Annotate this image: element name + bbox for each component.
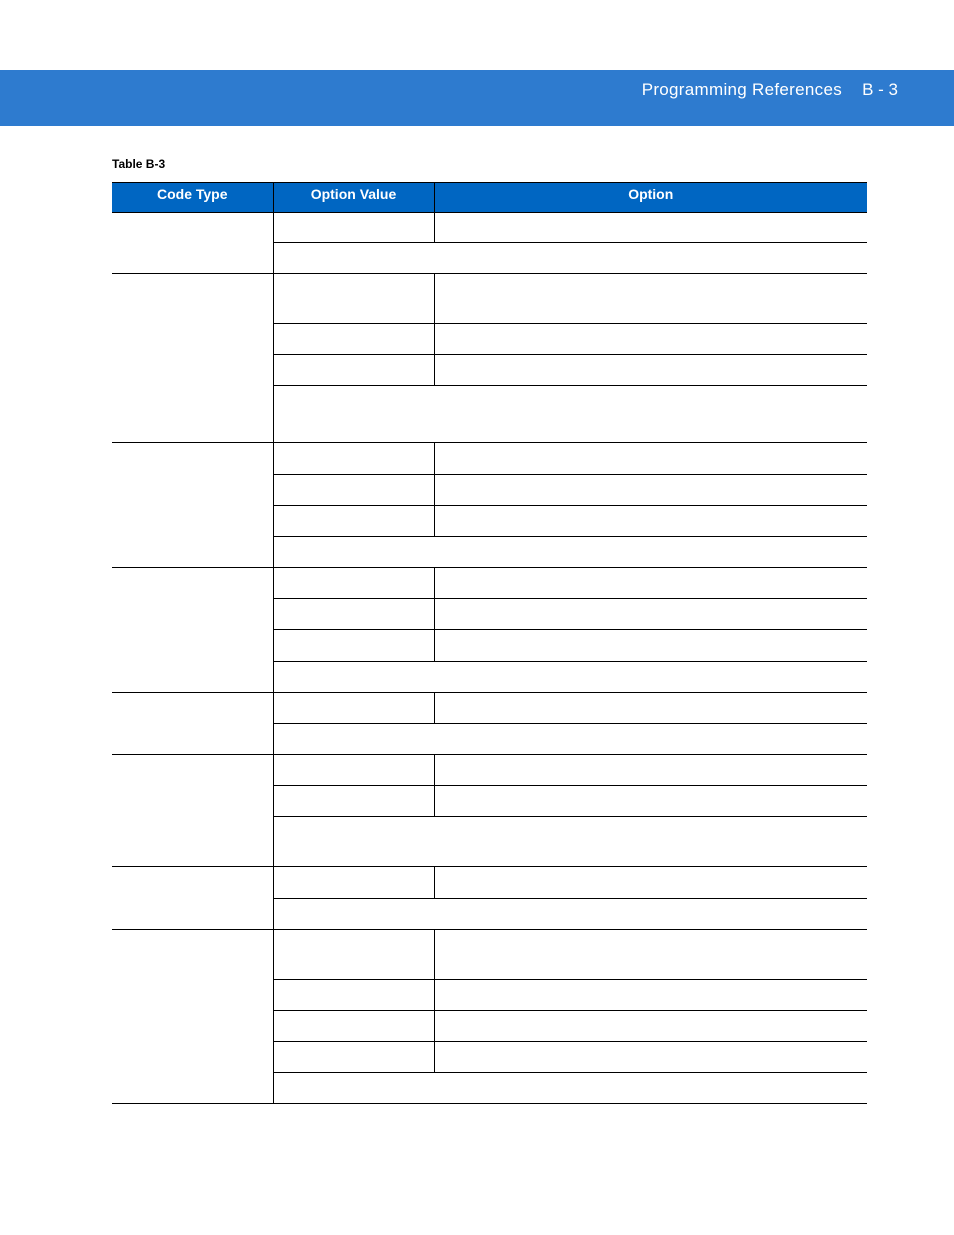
note-cell [273,1073,867,1104]
option-cell [434,867,867,899]
table-header-row [112,183,867,213]
option-cell [434,1011,867,1042]
table-row [112,443,867,475]
table-row [112,568,867,599]
code-type-cell [112,443,273,568]
table-row [112,867,867,899]
option-value-cell [273,930,434,980]
code-type-cell [112,568,273,693]
table-row [112,274,867,324]
code-type-cell [112,867,273,930]
option-value-cell [273,506,434,537]
option-value-cell [273,443,434,475]
note-cell [273,243,867,274]
note-cell [273,724,867,755]
option-cell [434,475,867,506]
note-cell [273,662,867,693]
note-cell [273,537,867,568]
option-value-cell [273,568,434,599]
option-cell [434,324,867,355]
option-cell [434,630,867,662]
code-type-cell [112,274,273,443]
column-header-option: Option [434,183,867,213]
page-number: B - 3 [862,80,898,99]
option-value-cell [273,630,434,662]
code-type-table [112,182,867,1104]
option-value-cell [273,867,434,899]
option-cell [434,980,867,1011]
option-value-cell [273,786,434,817]
table-row [112,930,867,980]
option-value-cell [273,755,434,786]
table-caption: Table B-3 [112,157,166,171]
note-cell [273,899,867,930]
option-cell [434,274,867,324]
column-header-option-value: Option Value [273,183,434,213]
option-cell [434,443,867,475]
option-cell [434,1042,867,1073]
column-header-code-type: Code Type [112,183,273,213]
table-row [112,213,867,243]
option-value-cell [273,274,434,324]
note-cell [273,386,867,443]
section-title: Programming References [641,80,842,99]
option-value-cell [273,599,434,630]
code-type-cell [112,930,273,1104]
option-cell [434,506,867,537]
option-cell [434,355,867,386]
option-value-cell [273,1011,434,1042]
code-type-cell [112,213,273,274]
option-cell [434,930,867,980]
option-cell [434,786,867,817]
option-cell [434,213,867,243]
option-cell [434,693,867,724]
option-cell [434,755,867,786]
option-value-cell [273,324,434,355]
option-value-cell [273,1042,434,1073]
table-row [112,693,867,724]
table-row [112,755,867,786]
note-cell [273,817,867,867]
option-value-cell [273,355,434,386]
option-value-cell [273,213,434,243]
option-cell [434,599,867,630]
option-value-cell [273,693,434,724]
option-value-cell [273,475,434,506]
table-body [112,213,867,1104]
code-type-cell [112,693,273,755]
option-value-cell [273,980,434,1011]
option-cell [434,568,867,599]
code-type-cell [112,755,273,867]
